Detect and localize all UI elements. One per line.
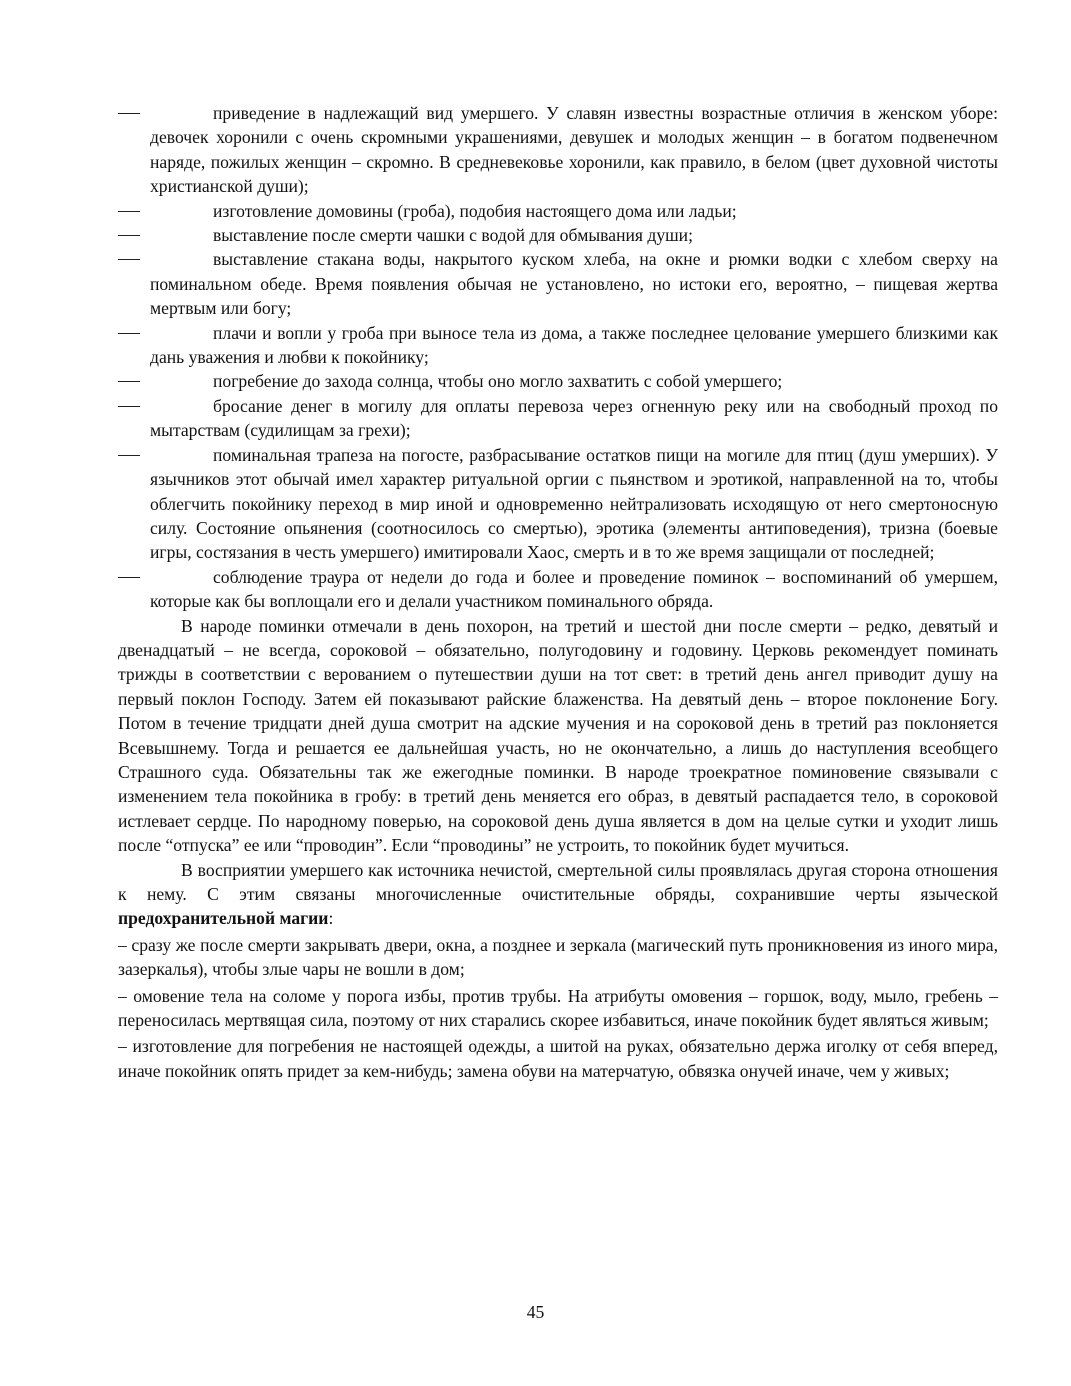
dash-marker xyxy=(118,455,140,456)
dash-marker xyxy=(118,211,140,212)
dash-marker xyxy=(118,381,140,382)
list-item xyxy=(118,321,998,370)
list-item-text: – сразу же после смерти закрывать двери, окна, а позднее и зеркала (магический путь проникновения из иного мира, зазеркалья), чтобы злые чары не вошли в дом; xyxy=(118,934,998,980)
dash-marker xyxy=(118,406,140,407)
list-item-text: бросание денег в могилу для оплаты перевоза через огненную реку или на свободный проход по мытарствам (судилищам за грехи); xyxy=(150,395,998,441)
list-item xyxy=(118,984,998,1033)
page-number: 45 xyxy=(526,1302,545,1322)
list-item xyxy=(118,443,998,565)
list-item-text: поминальная трапеза на погосте, разбрасывание остатков пищи на могиле для птиц (душ умерших). У язычников этот обычай имел характер ритуальной оргии с пьянством и эротикой, направленной на то, чтобы облегчить покойнику переход в мир иной и одновременно нейтрализовать исходящую от него смертоносную силу. Состояние опьянения (соотносилось со смертью), эротика (элементы антиповедения), тризна (боевые игры, состязания в честь умершего) имитировали Хаос, смерть и в то же время защищали от последней; xyxy=(150,444,998,563)
list-item-text: изготовление домовины (гроба), подобия настоящего дома или ладьи; xyxy=(213,200,737,221)
paragraph-protective-magic xyxy=(118,858,998,931)
list-item xyxy=(118,247,998,320)
list-item xyxy=(118,1034,998,1083)
list-item-text: выставление стакана воды, накрытого куском хлеба, на окне и рюмки водки с хлебом сверху на поминальном обеде. Время появления обычая не установлено, но истоки его, вероятно, – пищевая жертва мертвым или богу; xyxy=(150,249,998,319)
list-item xyxy=(118,394,998,443)
list-item-text: погребение до захода солнца, чтобы оно могло захватить с собой умершего; xyxy=(213,371,783,392)
list-item-text: выставление после смерти чашки с водой для обмывания души; xyxy=(213,225,693,246)
dash-marker xyxy=(118,577,140,578)
list-item xyxy=(118,565,998,614)
list-item xyxy=(118,933,998,982)
dash-marker xyxy=(118,259,140,260)
dash-marker xyxy=(118,235,140,236)
list-item-text: соблюдение траура от недели до года и более и проведение поминок – воспоминаний об умершем, которые как бы воплощали его и делали участником поминального обряда. xyxy=(150,566,998,612)
list-item-text: приведение в надлежащий вид умершего. У славян известны возрастные отличия в женском уборе: девочек хоронили с очень скромными украшениями, девушек и молодых женщин – в богатом подвенечном наряде, пожилых женщин – скромно. В средневековье хоронили, как правило, в белом (цвет духовной чистоты христианской души); xyxy=(150,103,998,197)
dash-marker xyxy=(118,113,140,114)
emphasis-term: предохранительной магии xyxy=(118,908,329,929)
document-page xyxy=(118,101,998,1083)
list-item-text: – омовение тела на соломе у порога избы, против трубы. На атрибуты омовения – горшок, воду, мыло, гребень – переносилась мертвящая сила, поэтому от них старались скорее избавиться, иначе покойник будет являться живым; xyxy=(118,985,998,1031)
list-item xyxy=(118,199,998,223)
paragraph-memorial-days: В народе поминки отмечали в день похорон, на третий и шестой дни после смерти – редко, девятый и двенадцатый – не всегда, сороковой – обязательно, полугодовину и годовину. Церковь рекомендует поминать трижды в соответствии с верованием о путешествии души на тот свет: в третий день ангел приводит душу на первый поклон Господу. Затем ей показывают райские блаженства. На девятый день – второе поклонение Богу. Потом в течение тридцати дней душа смотрит на адские мучения и на сороковой день в третий раз поклоняется Всевышнему. Тогда и решается ее дальнейшая участь, но не окончательно, а лишь до наступления всеобщего Страшного суда. Обязательны так же ежегодные поминки. В народе троекратное поминовение связывали с изменением тела покойника в гробу: в третий день меняется его образ, в девятый распадается тело, в сороковой истлевает сердце. По народному поверью, на сороковой день душа является в дом на целые сутки и уходит лишь после “отпуска” ее или “проводин”. Если “проводины” не устроить, то покойник будет мучиться. xyxy=(118,615,998,856)
paragraph-text: : xyxy=(328,908,334,929)
paragraph-text: В восприятии умершего как источника нечистой, смертельной силы проявлялась другая сторона отношения к нему. С этим связаны многочисленные очистительные обряды, сохранившие черты языческой xyxy=(118,859,998,904)
list-item xyxy=(118,101,998,199)
list-item xyxy=(118,369,998,393)
list-item-text: – изготовление для погребения не настоящей одежды, а шитой на руках, обязательно держа иголку от себя вперед, иначе покойник опять придет за кем-нибудь; замена обуви на матерчатую, обвязка онучей иначе, чем у живых; xyxy=(118,1036,998,1081)
list-item xyxy=(118,223,998,247)
list-item-text: плачи и вопли у гроба при выносе тела из дома, а также последнее целование умершего близкими как дань уважения и любви к покойнику; xyxy=(150,322,998,368)
dash-marker xyxy=(118,333,140,334)
